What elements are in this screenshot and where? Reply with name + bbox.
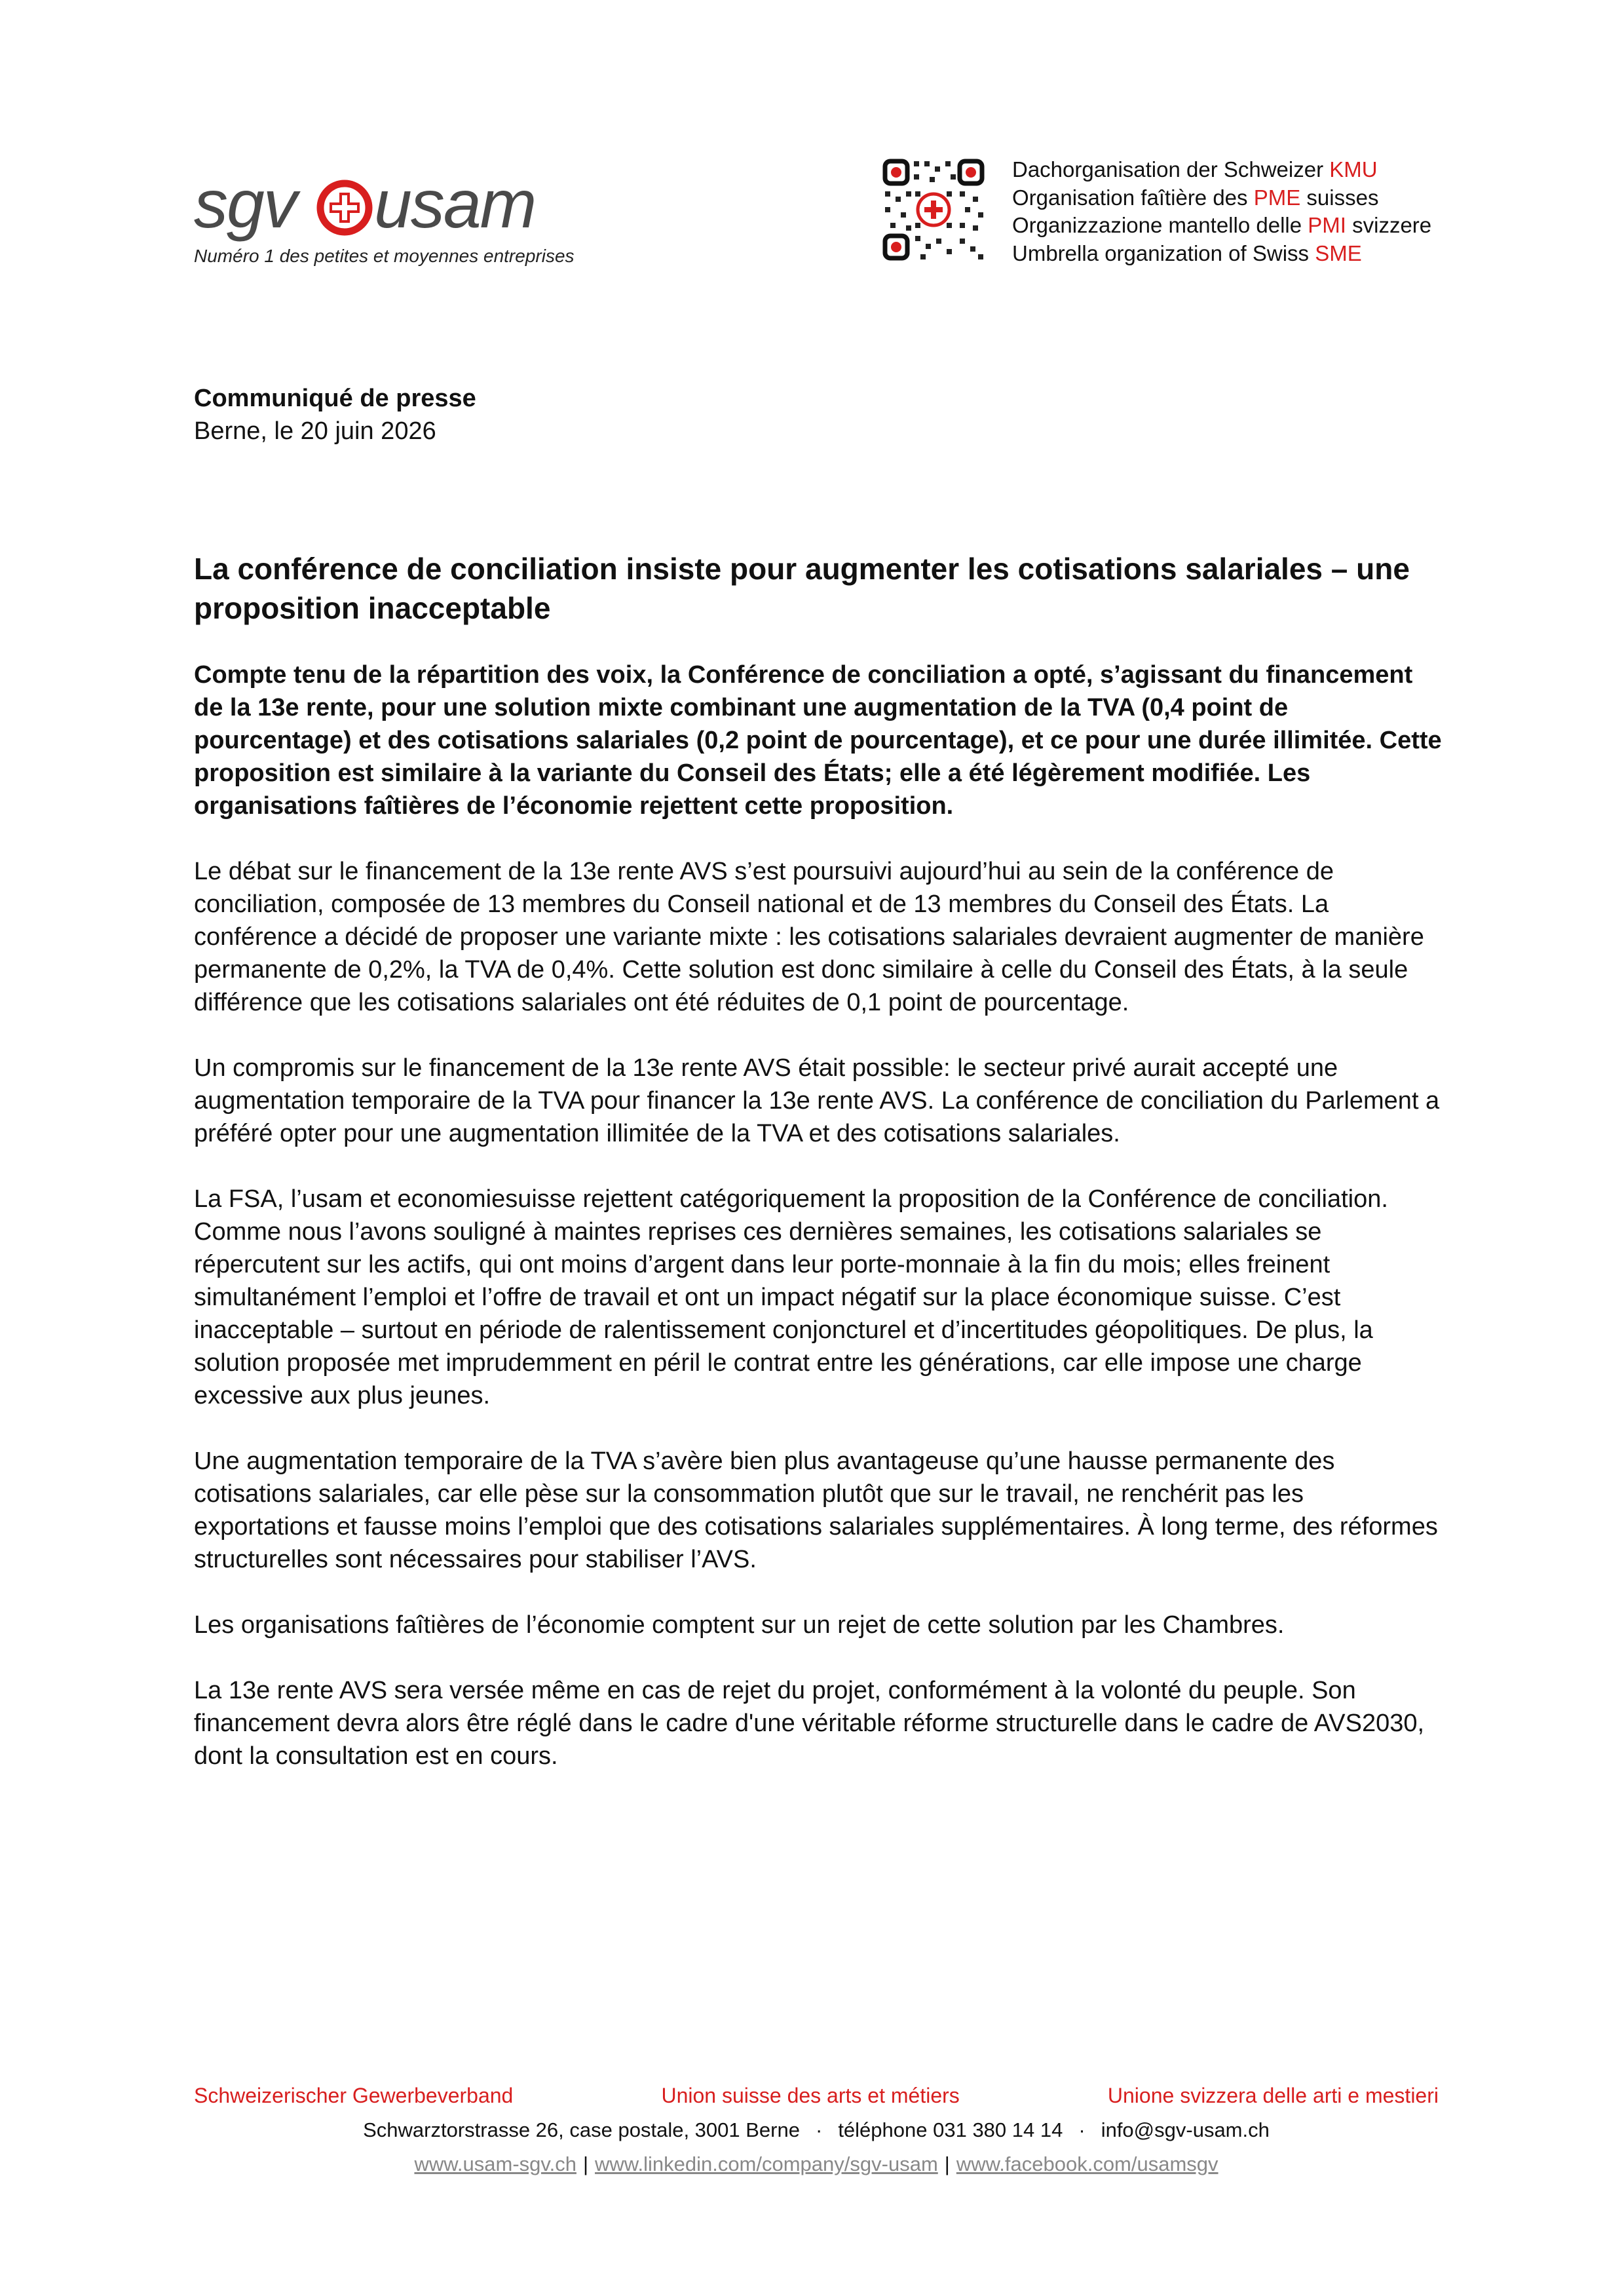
- article-body: [194, 659, 1443, 1805]
- press-release-header: [194, 382, 476, 448]
- paragraph: Les organisations faîtières de l’économie comptent sur un rejet de cette solution par les Chambres.: [194, 1611, 1285, 1639]
- linkedin-link[interactable]: www.linkedin.com/company/sgv-usam: [595, 2152, 938, 2175]
- paragraph: La 13e rente AVS sera versée même en cas de rejet du projet, conformément à la volonté du peuple. Son financement devra alors être réglé dans le cadre d'une véritable réforme structurelle dans le cadre de AVS2030, dont la consultation est en cours.: [194, 1677, 1425, 1770]
- sgv-usam-logo: [194, 157, 613, 242]
- qr-code-icon[interactable]: [881, 157, 986, 262]
- footer-address: Schwarztorstrasse 26, case postale, 3001 Berne: [363, 2118, 800, 2141]
- lead-paragraph: Compte tenu de la répartition des voix, la Conférence de conciliation a opté, s’agissant du financement de la 13e rente, pour une solution mixte combinant une augmentation de la TVA (0,4 point de pourcentage) et des cotisations salariales (0,2 point de pourcentage), et ce pour une durée illimitée. Cette proposition est similaire à la variante du Conseil des États; elle a été légèrement modifiée. Les organisations faîtières de l’économie rejettent cette proposition.: [194, 661, 1442, 820]
- footer-contact: [194, 2118, 1439, 2142]
- footer-name-fr: Union suisse des arts et métiers: [661, 2084, 960, 2107]
- paragraph: Un compromis sur le financement de la 13e rente AVS était possible: le secteur privé aurait accepté une augmentation temporaire de la TVA pour financer la 13e rente AVS. La conférence de conciliation du Parlement a préféré opter pour une augmentation illimitée de la TVA et des cotisations salariales.: [194, 1054, 1440, 1147]
- footer-name-de: Schweizerischer Gewerbeverband: [194, 2084, 514, 2107]
- paragraph: Le débat sur le financement de la 13e rente AVS s’est poursuivi aujourd’hui au sein de la conférence de conciliation, composée de 13 membres du Conseil national et de 13 membres du Conseil des États. La conférence a décidé de proposer une variante mixte : les cotisations salariales devraient augmenter de manière permanente de 0,2%, la TVA de 0,4%. Cette solution est donc similaire à celle du Conseil des États, à la seule différence que les cotisations salariales ont été réduites de 0,1 point de pourcentage.: [194, 858, 1424, 1016]
- swiss-cross-logo-icon: [315, 178, 374, 237]
- footer-organisation-names: [194, 2084, 1439, 2108]
- footer-link-separator: |: [582, 2152, 589, 2175]
- place-date: Berne, le 20 juin 2026: [194, 417, 436, 445]
- paragraph: Une augmentation temporaire de la TVA s’avère bien plus avantageuse qu’une hausse permanente des cotisations salariales, car elle pèse sur la consommation plutôt que sur le travail, ne renchérit pas les exportations et fausse moins l’emploi que des cotisations salariales supplémentaires. À long terme, des réformes structurelles sont nécessaires pour stabiliser l’AVS.: [194, 1447, 1438, 1573]
- press-release-label: Communiqué de presse: [194, 385, 476, 412]
- facebook-link[interactable]: www.facebook.com/usamsgv: [956, 2152, 1218, 2175]
- logo-text-usam: usam: [374, 166, 536, 242]
- organisation-descriptions: [1012, 156, 1431, 267]
- footer-separator: ·: [815, 2118, 823, 2141]
- org-line-fr: Organisation faîtière des PME suisses: [1012, 185, 1379, 210]
- org-line-en: Umbrella organization of Swiss SME: [1012, 240, 1362, 265]
- page-title: La conférence de conciliation insiste pour augmenter les cotisations salariales – une proposition inacceptable: [194, 552, 1410, 625]
- logo-text-sgv: sgv: [194, 166, 296, 242]
- footer-email-link[interactable]: info@sgv-usam.ch: [1101, 2118, 1270, 2141]
- paragraph: La FSA, l’usam et economiesuisse rejettent catégoriquement la proposition de la Conférence de conciliation. Comme nous l’avons souligné à maintes reprises ces dernières semaines, les cotisations salariales se répercutent sur les actifs, qui ont moins d’argent dans leur porte-monnaie à la fin du mois; elles freinent simultanément l’emploi et l’offre de travail et ont un impact négatif sur la place économique suisse. C’est inacceptable – surtout en période de ralentissement conjoncturel et d’incertitudes géopolitiques. De plus, la solution proposée met imprudemment en péril le contrat entre les générations, car elle impose une charge excessive aux plus jeunes.: [194, 1185, 1388, 1409]
- footer-links: [194, 2152, 1439, 2176]
- page-footer: [194, 2084, 1439, 2176]
- org-line-it: Organizzazione mantello delle PMI svizzere: [1012, 213, 1432, 237]
- footer-phone: téléphone 031 380 14 14: [838, 2118, 1063, 2141]
- footer-link-separator: |: [944, 2152, 950, 2175]
- org-line-de: Dachorganisation der Schweizer KMU: [1012, 157, 1378, 182]
- website-link[interactable]: www.usam-sgv.ch: [414, 2152, 576, 2175]
- footer-name-it: Unione svizzera delle arti e mestieri: [1107, 2084, 1439, 2107]
- footer-separator: ·: [1078, 2118, 1086, 2141]
- logo-tagline: Numéro 1 des petites et moyennes entreprises: [194, 246, 575, 266]
